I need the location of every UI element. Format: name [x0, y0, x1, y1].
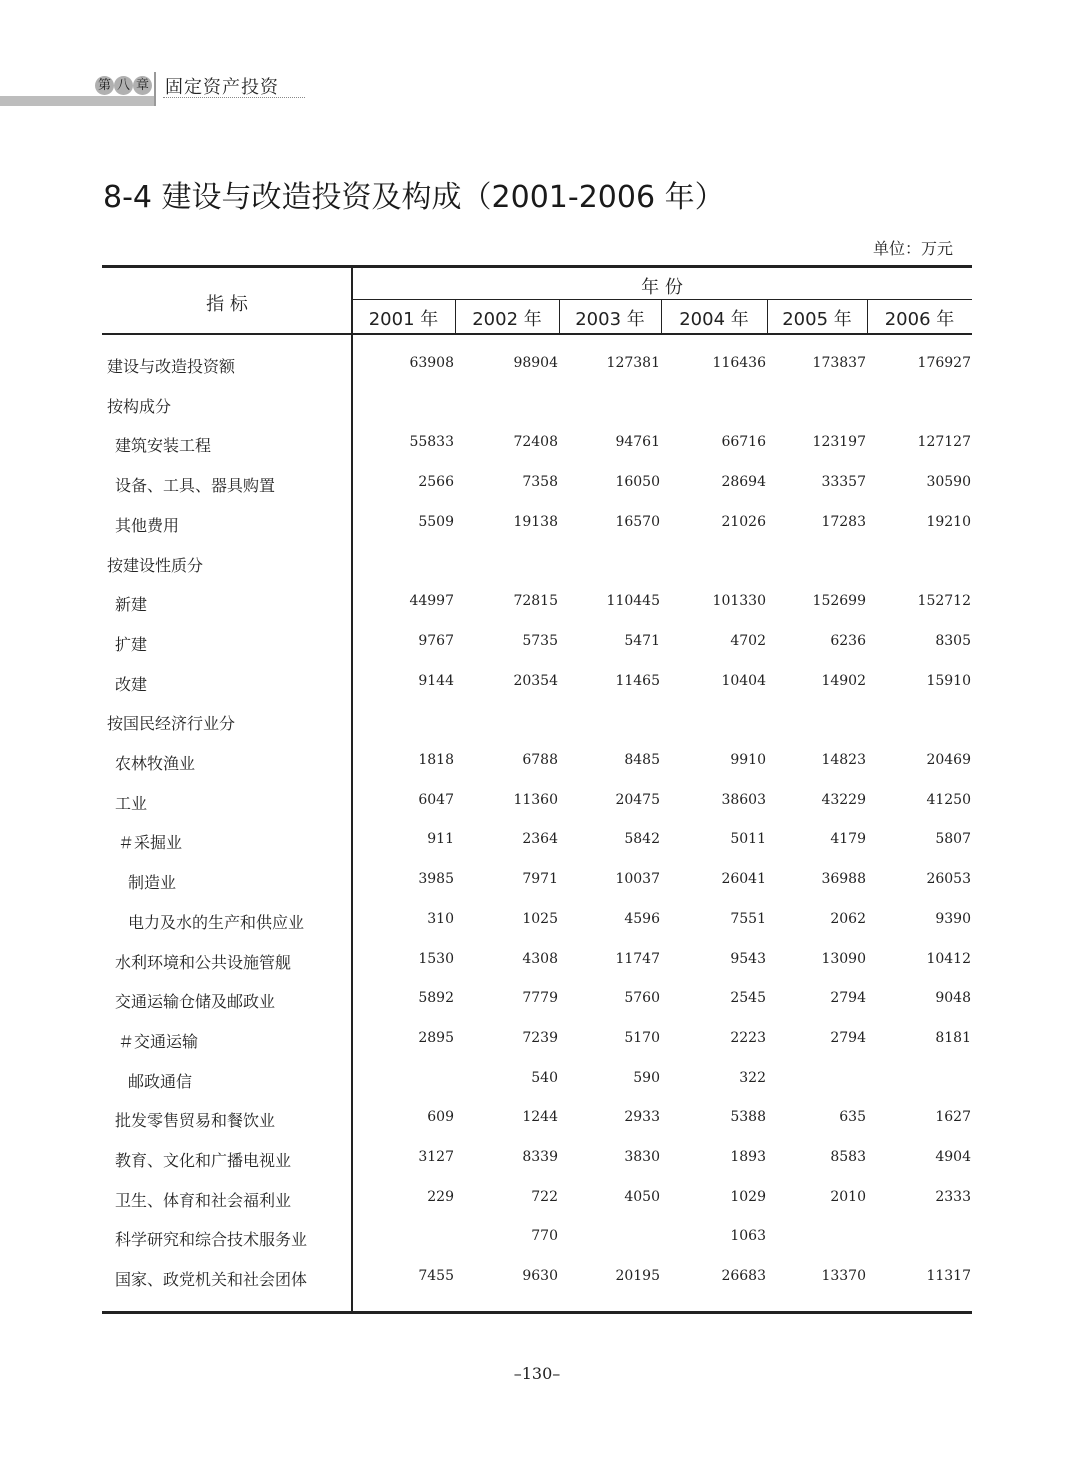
table-cell: 1029 — [730, 1188, 766, 1205]
header-mid-rule — [352, 299, 972, 300]
table-cell: 9543 — [730, 950, 766, 967]
table-cell: 7971 — [522, 871, 558, 888]
row-label: ＃采掘业 — [118, 833, 183, 853]
table-cell: 7779 — [522, 990, 558, 1007]
table-cell: 6236 — [830, 632, 866, 649]
row-label: ＃交通运输 — [118, 1031, 199, 1051]
table-cell: 72408 — [513, 434, 558, 451]
year-divider — [767, 300, 768, 334]
table-cell: 127381 — [606, 355, 660, 371]
row-label: 设备、工具、器具购置 — [115, 476, 276, 496]
table-cell: 30590 — [926, 474, 971, 491]
table-cell: 4596 — [624, 910, 660, 927]
table-cell: 15910 — [926, 672, 971, 689]
table-cell: 1244 — [522, 1109, 558, 1126]
row-label: 建设与改造投资额 — [107, 357, 236, 376]
table-cell: 6047 — [418, 791, 454, 808]
table-cell: 176927 — [917, 355, 971, 371]
table-cell: 9390 — [935, 910, 971, 927]
year-divider — [455, 300, 456, 334]
year-header: 2002 年 — [472, 309, 542, 330]
page-number: –130– — [513, 1364, 561, 1383]
table-cell: 11465 — [615, 672, 660, 689]
table-cell: 21026 — [721, 513, 766, 530]
row-label: 改建 — [115, 674, 148, 694]
table-cell: 4308 — [522, 950, 558, 967]
table-cell: 26041 — [721, 871, 766, 888]
table-cell: 1063 — [730, 1228, 766, 1245]
table-cell: 110445 — [606, 593, 660, 610]
table-cell: 10412 — [926, 950, 971, 967]
table-cell: 127127 — [917, 434, 971, 451]
table-cell: 20475 — [615, 791, 660, 808]
table-cell: 7455 — [418, 1268, 454, 1285]
table-cell: 26683 — [721, 1268, 766, 1285]
row-label: 扩建 — [115, 634, 148, 654]
table-cell: 635 — [839, 1109, 866, 1126]
table-cell: 8583 — [830, 1149, 866, 1165]
row-label: 电力及水的生产和供应业 — [128, 912, 305, 932]
table-cell: 13370 — [821, 1268, 866, 1285]
table-cell: 5735 — [522, 632, 558, 649]
table-cell: 1893 — [730, 1149, 766, 1165]
row-label: 建筑安装工程 — [115, 436, 212, 456]
table-cell: 20469 — [926, 752, 971, 768]
table-cell: 322 — [739, 1069, 766, 1086]
chapter-char: 八 — [114, 76, 133, 95]
table-cell: 2794 — [830, 1029, 866, 1046]
chapter-char: 章 — [133, 76, 152, 95]
table-cell: 2364 — [522, 831, 558, 848]
stub-divider — [351, 266, 353, 1313]
table-cell: 6788 — [522, 752, 558, 768]
table-cell: 5471 — [624, 632, 660, 649]
table-cell: 8485 — [624, 752, 660, 768]
row-label: 邮政通信 — [128, 1071, 193, 1091]
table-cell: 16570 — [615, 513, 660, 530]
year-divider — [661, 300, 662, 334]
table-cell: 19210 — [926, 513, 971, 530]
table-cell: 2566 — [418, 474, 454, 491]
header-dotted-rule — [163, 97, 305, 98]
table-cell: 5892 — [418, 990, 454, 1007]
table-cell: 2545 — [730, 990, 766, 1007]
table-cell: 44997 — [409, 593, 454, 610]
row-label: 科学研究和综合技术服务业 — [115, 1230, 308, 1250]
row-label: 按国民经济行业分 — [107, 714, 236, 734]
table-cell: 3830 — [624, 1149, 660, 1165]
table-cell: 11317 — [926, 1268, 971, 1285]
table-cell: 3127 — [418, 1149, 454, 1165]
header-bottom-rule — [102, 333, 972, 335]
table-cell: 10037 — [615, 871, 660, 888]
table-cell: 5170 — [624, 1029, 660, 1046]
table-cell: 7551 — [730, 910, 766, 927]
header-divider — [154, 72, 156, 106]
table-cell: 20354 — [513, 672, 558, 689]
table-cell: 14823 — [821, 752, 866, 768]
table-cell: 173837 — [812, 355, 866, 371]
table-cell: 9910 — [730, 752, 766, 768]
table-cell: 72815 — [513, 593, 558, 610]
table-cell: 4904 — [935, 1149, 971, 1165]
table-cell: 36988 — [821, 871, 866, 888]
row-label: 农林牧渔业 — [115, 754, 196, 773]
table-cell: 911 — [427, 831, 454, 848]
table-cell: 123197 — [812, 434, 866, 451]
table-cell: 152699 — [812, 593, 866, 610]
table-cell: 152712 — [917, 593, 971, 610]
table-cell: 310 — [427, 910, 454, 927]
row-label: 水利环境和公共设施管舰 — [115, 952, 292, 972]
year-header: 2004 年 — [679, 309, 749, 330]
table-cell: 229 — [427, 1188, 454, 1205]
table-cell: 14902 — [821, 672, 866, 689]
table-cell: 2895 — [418, 1029, 454, 1046]
table-cell: 5011 — [730, 831, 766, 848]
row-label: 按构成分 — [107, 396, 172, 416]
row-label: 卫生、体育和社会福利业 — [115, 1190, 292, 1210]
table-cell: 1627 — [935, 1109, 971, 1126]
table-cell: 2223 — [730, 1029, 766, 1046]
table-cell: 590 — [633, 1069, 660, 1086]
page-title: 8-4 建设与改造投资及构成（2001-2006 年） — [103, 180, 725, 215]
table-cell: 8305 — [935, 632, 971, 649]
table-cell: 4179 — [830, 831, 866, 848]
table-cell: 94761 — [615, 434, 660, 451]
chapter-char: 第 — [95, 76, 114, 95]
group-header: 年 份 — [641, 277, 683, 298]
table-cell: 43229 — [821, 791, 866, 808]
table-cell: 9048 — [935, 990, 971, 1007]
table-cell: 2333 — [935, 1188, 971, 1205]
table-cell: 101330 — [712, 593, 766, 610]
table-cell: 63908 — [409, 355, 454, 371]
section-title: 固定资产投资 — [165, 77, 279, 98]
table-cell: 4702 — [730, 632, 766, 649]
table-cell: 55833 — [409, 434, 454, 451]
table-cell: 11360 — [513, 791, 558, 808]
table-cell: 98904 — [513, 355, 558, 371]
year-divider — [867, 300, 868, 334]
table-cell: 4050 — [624, 1188, 660, 1205]
row-label: 教育、文化和广播电视业 — [115, 1151, 292, 1170]
table-cell: 2010 — [830, 1188, 866, 1205]
table-cell: 9767 — [418, 632, 454, 649]
row-header: 指 标 — [206, 294, 248, 315]
table-cell: 13090 — [821, 950, 866, 967]
table-cell: 722 — [531, 1188, 558, 1205]
table-cell: 8181 — [935, 1029, 971, 1046]
table-cell: 28694 — [721, 474, 766, 491]
row-label: 按建设性质分 — [107, 555, 204, 575]
row-label: 新建 — [115, 595, 148, 615]
table-cell: 20195 — [615, 1268, 660, 1285]
table-cell: 11747 — [615, 950, 660, 967]
row-label: 制造业 — [128, 873, 177, 893]
table-bottom-rule — [102, 1311, 972, 1314]
table-cell: 33357 — [821, 474, 866, 491]
year-header: 2001 年 — [368, 309, 439, 330]
table-cell: 3985 — [418, 871, 454, 888]
table-cell: 17283 — [821, 513, 866, 530]
table-cell: 38603 — [721, 791, 766, 808]
table-cell: 1818 — [418, 752, 454, 768]
table-cell: 609 — [427, 1109, 454, 1126]
table-cell: 7358 — [522, 474, 558, 491]
table-cell: 540 — [531, 1069, 558, 1086]
unit-label: 单位：万元 — [873, 239, 954, 258]
row-label: 批发零售贸易和餐饮业 — [115, 1111, 276, 1131]
table-cell: 2062 — [830, 910, 866, 927]
table-cell: 5760 — [624, 990, 660, 1007]
table-cell: 41250 — [926, 791, 971, 808]
row-label: 国家、政党机关和社会团体 — [115, 1270, 308, 1290]
table-cell: 7239 — [522, 1029, 558, 1046]
table-cell: 9144 — [418, 672, 454, 689]
table-cell: 66716 — [721, 434, 766, 451]
year-divider — [559, 300, 560, 334]
row-label: 其他费用 — [115, 515, 180, 535]
table-cell: 19138 — [513, 513, 558, 530]
year-header: 2006 年 — [884, 309, 955, 330]
table-cell: 2933 — [624, 1109, 660, 1126]
table-cell: 16050 — [615, 474, 660, 491]
year-header: 2005 年 — [782, 309, 852, 330]
table-cell: 10404 — [721, 672, 766, 689]
table-cell: 5842 — [624, 831, 660, 848]
table-cell: 116436 — [712, 355, 766, 371]
table-cell: 1530 — [418, 950, 454, 967]
year-header: 2003 年 — [575, 309, 645, 330]
row-label: 交通运输仓储及邮政业 — [115, 992, 276, 1012]
row-label: 工业 — [115, 793, 148, 813]
table-cell: 5807 — [935, 831, 971, 848]
table-cell: 26053 — [926, 871, 971, 888]
table-cell: 770 — [531, 1228, 558, 1245]
chapter-bar — [0, 96, 155, 106]
table-cell: 5388 — [730, 1109, 766, 1126]
table-cell: 1025 — [522, 910, 558, 927]
table-top-rule — [102, 265, 972, 268]
table-cell: 8339 — [522, 1149, 558, 1165]
table-cell: 5509 — [418, 513, 454, 530]
table-cell: 9630 — [522, 1268, 558, 1285]
table-cell: 2794 — [830, 990, 866, 1007]
